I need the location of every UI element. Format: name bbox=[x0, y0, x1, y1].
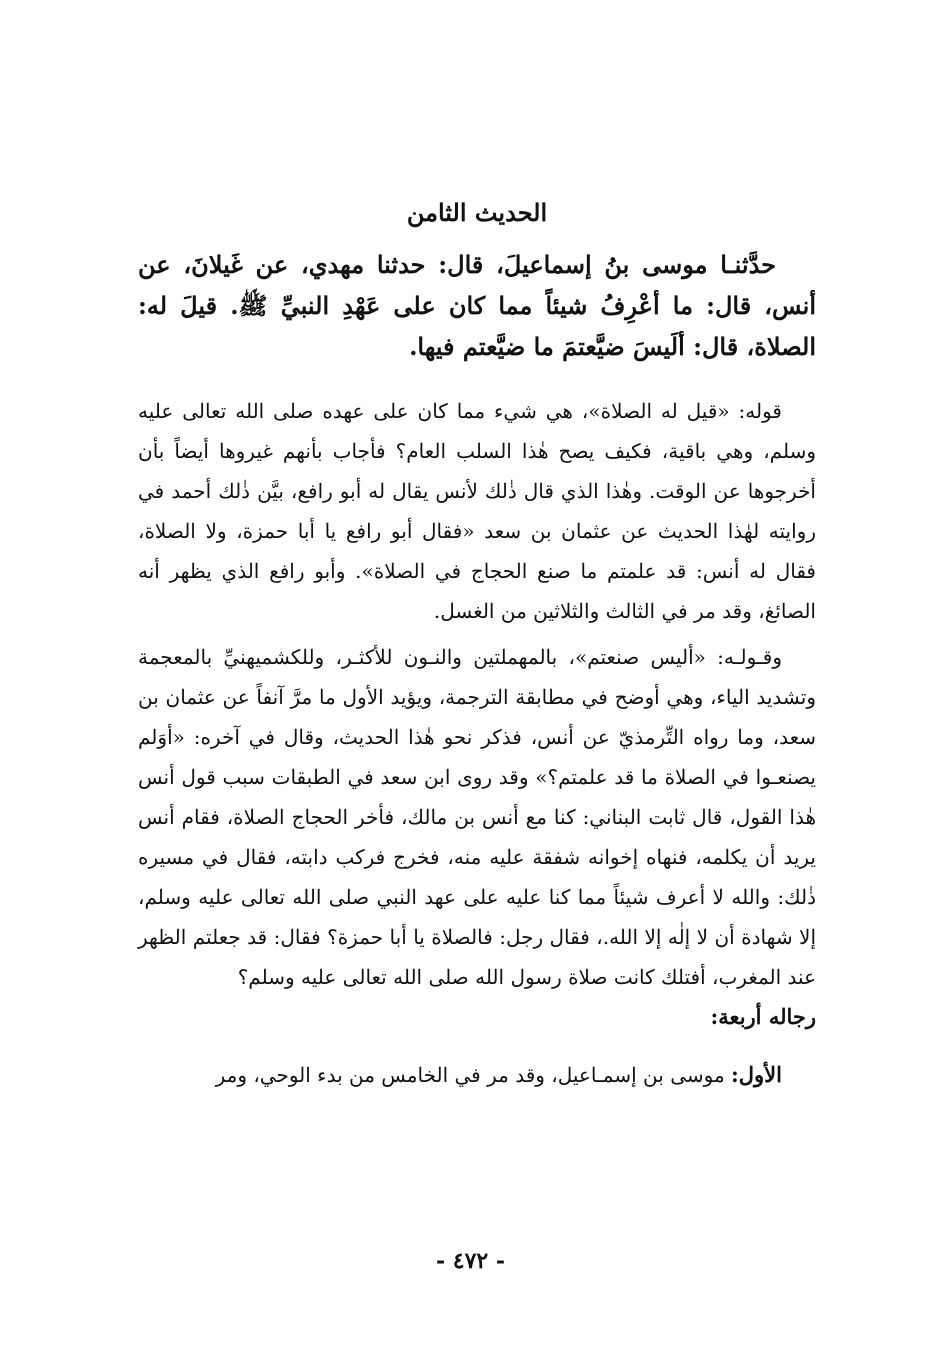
page-number: - ٤٧٢ - bbox=[435, 1248, 506, 1274]
first-narrator-text: موسى بن إسمـاعيل، وقد مر في الخامس من بدء الوحي، ومر bbox=[215, 1063, 725, 1087]
section-title: الحديث الثامن bbox=[406, 198, 548, 227]
page-body bbox=[138, 196, 816, 1095]
commentary-paragraph: وقـولـه: «أليس صنعتم»، بالمهملتين والنـون للأكثـر، وللكشميهنيِّ بالمعجمة وتشديد الياء، وهي أوضح في مطابقة الترجمة، ويؤيد الأول ما مرَّ آنفاً عن عثمان بن سعد، وما رواه التِّرمذيّ عن أنس، فذكر نحو هٰذا الحديث، وقال في آخره: «أوَلم يصنعـوا في الصلاة ما قد علمتم؟» وقد روى ابن سعد في الطبقات سبب قول أنس هٰذا القول، قال ثابت البناني: كنا مع أنس بن مالك، فأخر الحجاج الصلاة، فقام أنس يريد أن يكلمه، فنهاه إخوانه شفقة عليه منه، فخرج فركب دابته، فقال في مسيره ذٰلك: والله لا أعرف شيئاً مما كنا عليه على عهد النبي صلى الله تعالى عليه وسلم، إلا شهادة أن لا إلٰه إلا الله.، فقال رجل: فالصلاة يا أبا حمزة؟ فقال: قد جعلتم الظهر عند المغرب، أفتلك كانت صلاة رسول الله صلى الله تعالى عليه وسلم؟ bbox=[138, 645, 816, 989]
hadith-text: حدَّثنـا موسى بنُ إسماعيلَ، قال: حدثنا مهدي، عن غَيلانَ، عن أنس، قال: ما أعْرِفُ شيئاً مما كان على عَهْدِ النبيِّ ﷺ. قيلَ له: الصلاة، قال: ألَيسَ ضيَّعتمَ ما ضيَّعتم فيها. bbox=[138, 250, 816, 361]
commentary-paragraph: قوله: «قيل له الصلاة»، هي شيء مما كان على عهده صلى الله تعالى عليه وسلم، وهي باقية، فكيف يصح هٰذا السلب العام؟ فأجاب بأنهم غيروها أيضاً بأن أخرجوها عن الوقت. وهٰذا الذي قال ذٰلك لأنس يقال له أبو رافع، بيَّن ذٰلك أحمد في روايته لهٰذا الحديث عن عثمان بن سعد «فقال أبو رافع يا أبا حمزة، ولا الصلاة، فقال له أنس: قد علمتم ما صنع الحجاج في الصلاة». وأبو رافع الذي يظهر أنه الصائغ، وقد مر في الثالث والثلاثين من الغسل. bbox=[138, 399, 816, 623]
first-narrator bbox=[138, 1055, 816, 1095]
narrators-heading: رجاله أربعة: bbox=[710, 1004, 816, 1029]
first-narrator-label: الأول: bbox=[731, 1062, 782, 1087]
commentary bbox=[138, 391, 816, 997]
